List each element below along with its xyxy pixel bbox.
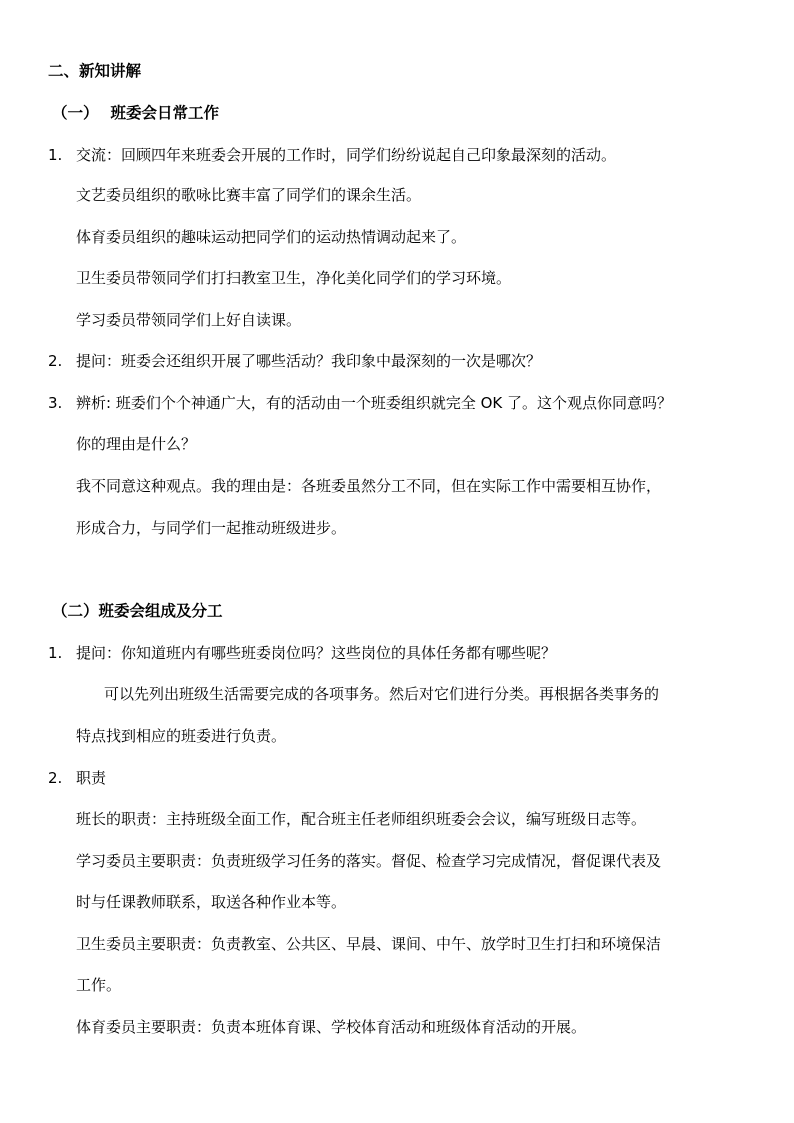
list-number: 2. [48,352,63,370]
list-item-continuation: 你的理由是什么？ [76,435,197,453]
list-item-text: 交流：回顾四年来班委会开展的工作时，同学们纷纷说起自己印象最深刻的活动。 [76,146,617,164]
list-number: 1. [48,146,63,164]
duty-line: 学习委员主要职责：负责班级学习任务的落实。督促、检查学习完成情况，督促课代表及 [76,852,662,870]
list-number: 1. [48,644,63,662]
duty-line: 时与任课教师联系，取送各种作业本等。 [76,893,347,911]
duty-line: 工作。 [76,976,122,994]
list-item-text: 提问：你知道班内有哪些班委岗位吗？这些岗位的具体任务都有哪些呢？ [76,644,557,662]
duty-line: 卫生委员主要职责：负责教室、公共区、早晨、课间、中午、放学时卫生打扫和环境保洁 [76,935,662,953]
sub-line: 学习委员带领同学们上好自读课。 [76,311,302,329]
sub-line: 体育委员组织的趣味运动把同学们的运动热情调动起来了。 [76,228,467,246]
list-item-text: 提问：班委会还组织开展了哪些活动？我印象中最深刻的一次是哪次？ [76,352,542,370]
answer-line: 可以先列出班级生活需要完成的各项事务。然后对它们进行分类。再根据各类事务的 [104,685,660,703]
duty-line: 体育委员主要职责：负责本班体育课、学校体育活动和班级体育活动的开展。 [76,1018,587,1036]
list-number: 3. [48,394,63,412]
section-title: 二、新知讲解 [48,62,142,80]
answer-line: 我不同意这种观点。我的理由是：各班委虽然分工不同，但在实际工作中需要相互协作， [76,477,662,495]
list-item-text: 职责 [76,769,107,787]
part1-heading-text: 班委会日常工作 [110,104,220,122]
sub-line: 文艺委员组织的歌咏比赛丰富了同学们的课余生活。 [76,186,422,204]
answer-line: 特点找到相应的班委进行负责。 [76,727,287,745]
answer-line: 形成合力，与同学们一起推动班级进步。 [76,519,347,537]
list-number: 2. [48,769,63,787]
part2-heading: （二）班委会组成及分工 [52,602,223,620]
part1-heading-number: （一） [52,104,99,122]
duty-line: 班长的职责：主持班级全面工作，配合班主任老师组织班委会会议，编写班级日志等。 [76,810,647,828]
part1-heading [52,103,219,123]
sub-line: 卫生委员带领同学们打扫教室卫生，净化美化同学们的学习环境。 [76,269,512,287]
list-item-text: 辨析: 班委们个个神通广大，有的活动由一个班委组织就完全 OK 了。这个观点你同意吗？ [76,394,673,412]
